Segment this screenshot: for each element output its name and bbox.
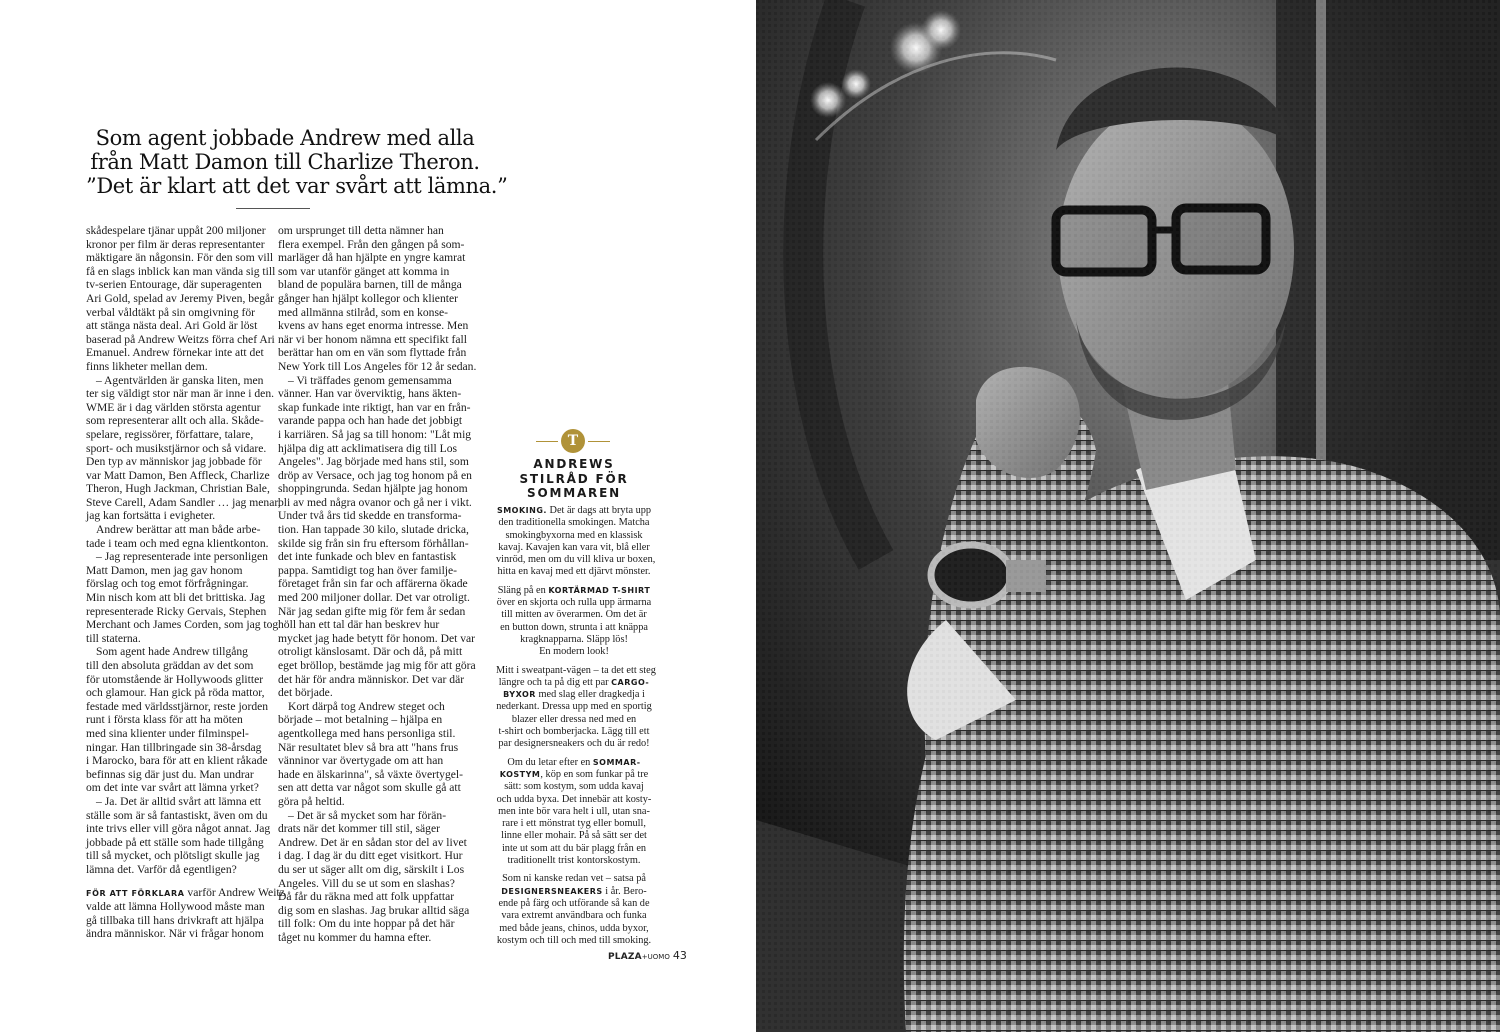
sidebar-title-line: ANDREWS: [533, 457, 615, 471]
article-line: När jag sedan gifte mig för fem år sedan: [278, 604, 466, 618]
article-line: berättar han om en vän som flyttade från: [278, 346, 467, 360]
article-line: – Jag representerade inte personligen: [96, 550, 268, 564]
portrait-photo: [756, 0, 1500, 1032]
article-line: till staterna.: [86, 631, 141, 645]
article-line: valde att lämna Hollywood måste man: [86, 900, 265, 914]
tip-keyword: KOSTYM: [499, 769, 541, 779]
article-line: tion. Han tappade 30 kilo, slutade dricka,: [278, 523, 469, 537]
tip-text: traditionellt trist kontorskostym.: [507, 855, 641, 867]
tip-keyword: SOMMAR-: [592, 757, 641, 767]
magazine-logo: PLAZA: [608, 952, 642, 962]
article-line: som var utanför gänget att komma in: [278, 264, 450, 278]
tip-text: smokingbyxorna med en klassisk: [505, 529, 643, 541]
tip-text: kragknapparna. Släpp lös!: [520, 633, 628, 645]
article-line: Då får du räkna med att folk uppfattar: [278, 890, 455, 904]
article-line: spelare, regissörer, författare, talare,: [86, 427, 254, 441]
sidebar-title: [500, 457, 648, 501]
tip-text: nederkant. Dressa upp med en sportig: [496, 701, 652, 713]
tip-keyword: DESIGNERSNEAKERS: [501, 886, 603, 896]
tip-text: längre och ta på dig ett par: [498, 676, 612, 688]
article-line: om ursprunget till detta nämner han: [278, 224, 444, 237]
article-line: till så mycket, och plötsligt skulle jag: [86, 849, 260, 863]
tip-text: den traditionella smokingen. Matcha: [498, 517, 650, 529]
article-line: var Matt Damon, Ben Affleck, Charlize: [86, 468, 270, 482]
article-line: bli av med några ovanor och gå ner i vikt.: [278, 495, 472, 509]
tip-text: par designersneakers och du är redo!: [498, 738, 650, 750]
article-line: eget bröllop, bestämde jag mig för att göra: [278, 659, 476, 672]
article-line: företaget från sin far och affärerna ökade: [278, 577, 468, 591]
article-line: otroligt känslosamt. Där och då, på mitt: [278, 645, 463, 659]
tip-text: över en skjorta och rulla upp ärmarna: [496, 597, 652, 609]
article-line: tv-serien Entourage, där superagenten: [86, 278, 262, 292]
article-line: Som agent hade Andrew tillgång: [96, 645, 248, 659]
article-line: som representerar allt och alla. Skåde-: [86, 414, 264, 428]
article-line: gånger han hjälpt kollegor och klienter: [278, 291, 458, 305]
article-line: till den absoluta gräddan av det som: [86, 659, 254, 672]
article-line: ställe som är så fantastiskt, även om du: [86, 808, 268, 822]
article-line: i karriären. Så jag sa till honom: "Låt mig: [278, 427, 472, 441]
tip-text: med slag eller dragkedja i: [535, 689, 645, 701]
article-line: tade i team och med egna klientkonton.: [86, 536, 269, 550]
article-line: hjälpa dig att acklimatisera dig till Los: [278, 441, 458, 455]
tip-keyword: CARGO-: [611, 677, 650, 687]
article-line: att stänga nästa deal. Ari Gold är löst: [86, 319, 258, 333]
tip-text: t-shirt och bomberjacka. Lägg till ett: [498, 726, 650, 738]
article-line: marläger då han hjälpte en yngre kamrat: [278, 251, 466, 265]
tip-text: blazer eller dressa ned med en: [511, 713, 637, 725]
tip-text: inte ut som att du bär plagg från en: [501, 842, 647, 854]
article-line: Merchant och James Corden, som jag tog: [86, 618, 279, 632]
article-line: skilde sig från sin fru eftersom förhållan-: [278, 536, 469, 550]
tip-text: vinröd, men om du vill kliva ur boxen,: [496, 554, 656, 566]
article-line: med sina klienter under filminspel-: [86, 726, 249, 740]
article-line: finns likheter mellan dem.: [86, 359, 208, 373]
article-line: kronor per film är deras representanter: [86, 237, 265, 251]
article-line: New York till Los Angeles för 12 år sedan.: [278, 359, 477, 373]
article-line: om det inte var svårt att lämna yrket?: [86, 781, 259, 795]
article-line: bland de populära barnen, till de många: [278, 278, 462, 292]
article-line: befinnas sig där just du. Man undrar: [86, 767, 254, 781]
article-line: förslag och tog emot förfrågningar.: [86, 577, 249, 591]
tip-text: kavaj. Kavajen kan vara vit, blå eller: [498, 541, 650, 553]
tip-text: kostym och till och med till smoking.: [496, 934, 652, 946]
article-line: du ser ut säger allt om dig, särskilt i Los: [278, 862, 465, 876]
tip-cargo: [496, 664, 656, 751]
article-line: i dag. I dag är du ditt eget visitkort. Hur: [278, 849, 463, 863]
article-line: ningar. Han tillbringade sin 38-årsdag: [86, 740, 262, 754]
article-line: skådespelare tjänar uppåt 200 miljoner: [86, 224, 266, 237]
article-line: Andrew. Det är en sådan stor del av livet: [278, 835, 467, 849]
article-line: Ari Gold, spelad av Jeremy Piven, begår: [86, 291, 275, 305]
tip-text: , köp en som funkar på tre: [540, 768, 649, 780]
article-line: och glamour. Han gick på röda mattor,: [86, 686, 265, 700]
article-line: sport- och musikstjärnor och så vidare.: [86, 441, 267, 455]
article-line: agentkollega med hans personliga stil.: [278, 726, 456, 740]
tips-badge-icon: T: [561, 429, 585, 453]
page-folio: [608, 949, 687, 962]
tip-text: men inte bör vara helt i ull, utan sna-: [498, 805, 650, 817]
article-line: flera exempel. Från den gången på som-: [278, 237, 465, 251]
article-line: i Marocko, bara för att en klient råkade: [86, 754, 268, 768]
article-line: göra på heltid.: [278, 794, 345, 808]
article-line: drats när det kommer till stil, säger: [278, 822, 440, 836]
tip-text: och udda byxa. Det innebär att kosty-: [496, 793, 652, 805]
article-line: baserad på Andrew Weitzs förra chef Ari: [86, 332, 275, 346]
section-lead-in: FÖR ATT FÖRKLARA: [86, 888, 185, 898]
article-line: med allmänna stilråd, som en konse-: [278, 305, 449, 319]
tip-keyword: KORTÄRMAD T-SHIRT: [548, 585, 651, 595]
sidebar-title-line: STILRÅD FÖR: [519, 471, 629, 486]
portrait-photo-svg: [756, 0, 1500, 1032]
article-line: Kort därpå tog Andrew steget och: [288, 699, 445, 713]
article-line: runt i första klass för att ha möten: [86, 713, 243, 727]
tip-text: ende på färg och utförande så kan de: [498, 897, 650, 909]
article-line: skap funkade inte riktigt, han var en från-: [278, 400, 471, 414]
article-line: vänninor var övertygade om att han: [278, 754, 444, 768]
article-line: varande pappa och han hade det jobbigt: [278, 414, 463, 428]
article-line: till folk: Om du inte hoppar på det här: [278, 917, 455, 931]
tip-text: Det är dags att bryta upp: [546, 505, 652, 516]
tip-summer-suit: [496, 757, 652, 868]
badge-divider-left: [536, 441, 558, 442]
page-number: 43: [672, 949, 687, 962]
article-line: hade en älskarinna", så växte övertygel-: [278, 767, 464, 781]
article-text: varför Andrew Weitz: [184, 885, 285, 899]
article-line: pappa. Samtidigt tog han över familje-: [278, 563, 458, 577]
tip-keyword: BYXOR: [503, 690, 536, 700]
tip-text: Släng på en: [497, 584, 549, 596]
article-line: Min nisch kom att bli det brittiska. Jag: [86, 591, 266, 605]
pull-quote-headline: [86, 126, 508, 198]
tip-tshirt: [496, 585, 652, 659]
article-line: med 200 miljoner dollar. Det var otroligt.: [278, 591, 470, 605]
tip-text: i år. Bero-: [602, 885, 647, 897]
article-line: sen att detta var något som skulle gå att: [278, 781, 461, 795]
tip-text: Om du letar efter en: [507, 756, 593, 768]
article-line: få en slags inblick kan man vända sig till: [86, 264, 276, 278]
article-line: inte trivs eller vill göra något annat. Jag: [86, 822, 271, 836]
article-line: tåget nu kommer du hamna efter.: [278, 930, 432, 944]
tip-keyword: SMOKING.: [496, 506, 547, 515]
article-line: mycket jag hade betytt för honom. Det var: [278, 631, 476, 645]
article-line: Angeles". Jag började med hans stil, som: [278, 455, 469, 469]
tip-text: till mitten av överarmen. Om det är: [501, 609, 647, 621]
tip-text: sätt: som kostym, som udda kavaj: [504, 781, 644, 793]
article-line: Under två års tid skedde en transforma-: [278, 509, 462, 523]
article-line: När resultatet blev så bra att "hans frus: [278, 740, 459, 754]
article-line: verbal våldtäkt på sin omgivning för: [86, 305, 256, 319]
article-line: det här för andra människor. Det var där: [278, 672, 465, 686]
article-line: ter sig väldigt stor när man är inne i den.: [86, 387, 275, 401]
tip-text: Som ni kanske redan vet – satsa på: [502, 873, 646, 885]
tip-sneakers: [496, 873, 652, 947]
tip-text: en button down, strunta i att knäppa: [500, 621, 648, 633]
article-line: lämna det. Varför då egentligen?: [86, 862, 237, 876]
article-line: – Vi träffades genom gemensamma: [288, 373, 452, 387]
article-line: vänner. Han var överviktig, hans äkten-: [278, 387, 462, 401]
article-line: när vi ber honom nämna ett specifikt fall: [278, 332, 467, 346]
headline-line: ”Det är klart att det var svårt att lämna.”: [86, 174, 508, 198]
article-line: Andrew berättar att man både arbe-: [96, 523, 261, 537]
article-line: höll han ett tal där han beskrev hur: [278, 618, 440, 632]
tip-text: vara extremt användbara och funka: [501, 910, 647, 922]
style-tips-sidebar: [496, 505, 656, 953]
article-line: shoppingrunda. Sedan hjälpte jag honom: [278, 482, 468, 496]
article-line: det inte funkade och blev en fantastisk: [278, 550, 457, 564]
tip-text: rare i ett mönstrat tyg eller bomull,: [502, 818, 646, 830]
article-column-1: [86, 224, 285, 941]
article-line: representerade Ricky Gervais, Stephen: [86, 604, 267, 618]
headline-divider: [236, 208, 310, 209]
article-line: Emanuel. Andrew förnekar inte att det: [86, 346, 264, 360]
article-line: – Agentvärlden är ganska liten, men: [96, 373, 264, 387]
headline-line: från Matt Damon till Charlize Theron.: [90, 150, 480, 174]
article-line: Steve Carell, Adam Sandler … jag menar,: [86, 495, 281, 509]
article-line: kvens av hans eget enorma intresse. Men: [278, 319, 469, 333]
article-line: [86, 885, 285, 901]
article-line: jobbade på ett ställe som hade tillgång: [86, 835, 264, 849]
article-line: började – mot betalning – hjälpa en: [278, 713, 443, 727]
glass-texture: [756, 0, 1500, 1032]
article-line: ändra människor. När vi frågar honom: [86, 927, 264, 941]
article-line: Theron, Hugh Jackman, Christian Bale,: [86, 482, 270, 496]
tip-smoking: [496, 505, 656, 579]
article-line: dröp av Versace, och jag tog honom på en: [278, 468, 472, 482]
magazine-logo-sub: +UOMO: [641, 953, 670, 961]
article-line: dig som en slashas. Jag brukar alltid säga: [278, 903, 470, 917]
article-line: mäktigare än någonsin. För den som vill: [86, 251, 274, 265]
article-line: jag kan fortsätta i evigheter.: [86, 509, 216, 523]
article-line: – Ja. Det är alltid svårt att lämna ett: [96, 794, 262, 808]
article-column-2: [278, 224, 477, 944]
tip-text: linne eller mohair. På så sätt ser det: [501, 830, 647, 842]
badge-divider-right: [588, 441, 610, 442]
article-line: Angeles. Vill du se ut som en slashas?: [278, 876, 455, 890]
article-line: festade med världsstjärnor, reste jorden: [86, 699, 269, 713]
tip-text: hitta en kavaj med ett djärvt mönster.: [497, 566, 651, 578]
article-line: Den typ av människor jag jobbade för: [86, 455, 262, 469]
headline-line: Som agent jobbade Andrew med alla: [95, 126, 475, 150]
sidebar-title-line: SOMMAREN: [527, 486, 621, 500]
article-line: det började.: [278, 686, 333, 700]
article-line: WME är i dag världen största agentur: [86, 400, 261, 414]
paragraph-gap: [86, 877, 256, 886]
tip-text: En modern look!: [539, 646, 609, 658]
article-line: för utomstående är Hollywoods glitter: [86, 672, 264, 686]
article-line: Matt Damon, men jag gav honom: [86, 563, 243, 577]
tip-text: med både jeans, chinos, udda byxor,: [499, 922, 649, 934]
article-line: gå tillbaka till hans drivkraft att hjälpa: [86, 913, 264, 927]
article-line: – Det är så mycket som har förän-: [288, 808, 447, 822]
tip-text: Mitt i sweatpant-vägen – ta det ett steg: [496, 664, 656, 676]
